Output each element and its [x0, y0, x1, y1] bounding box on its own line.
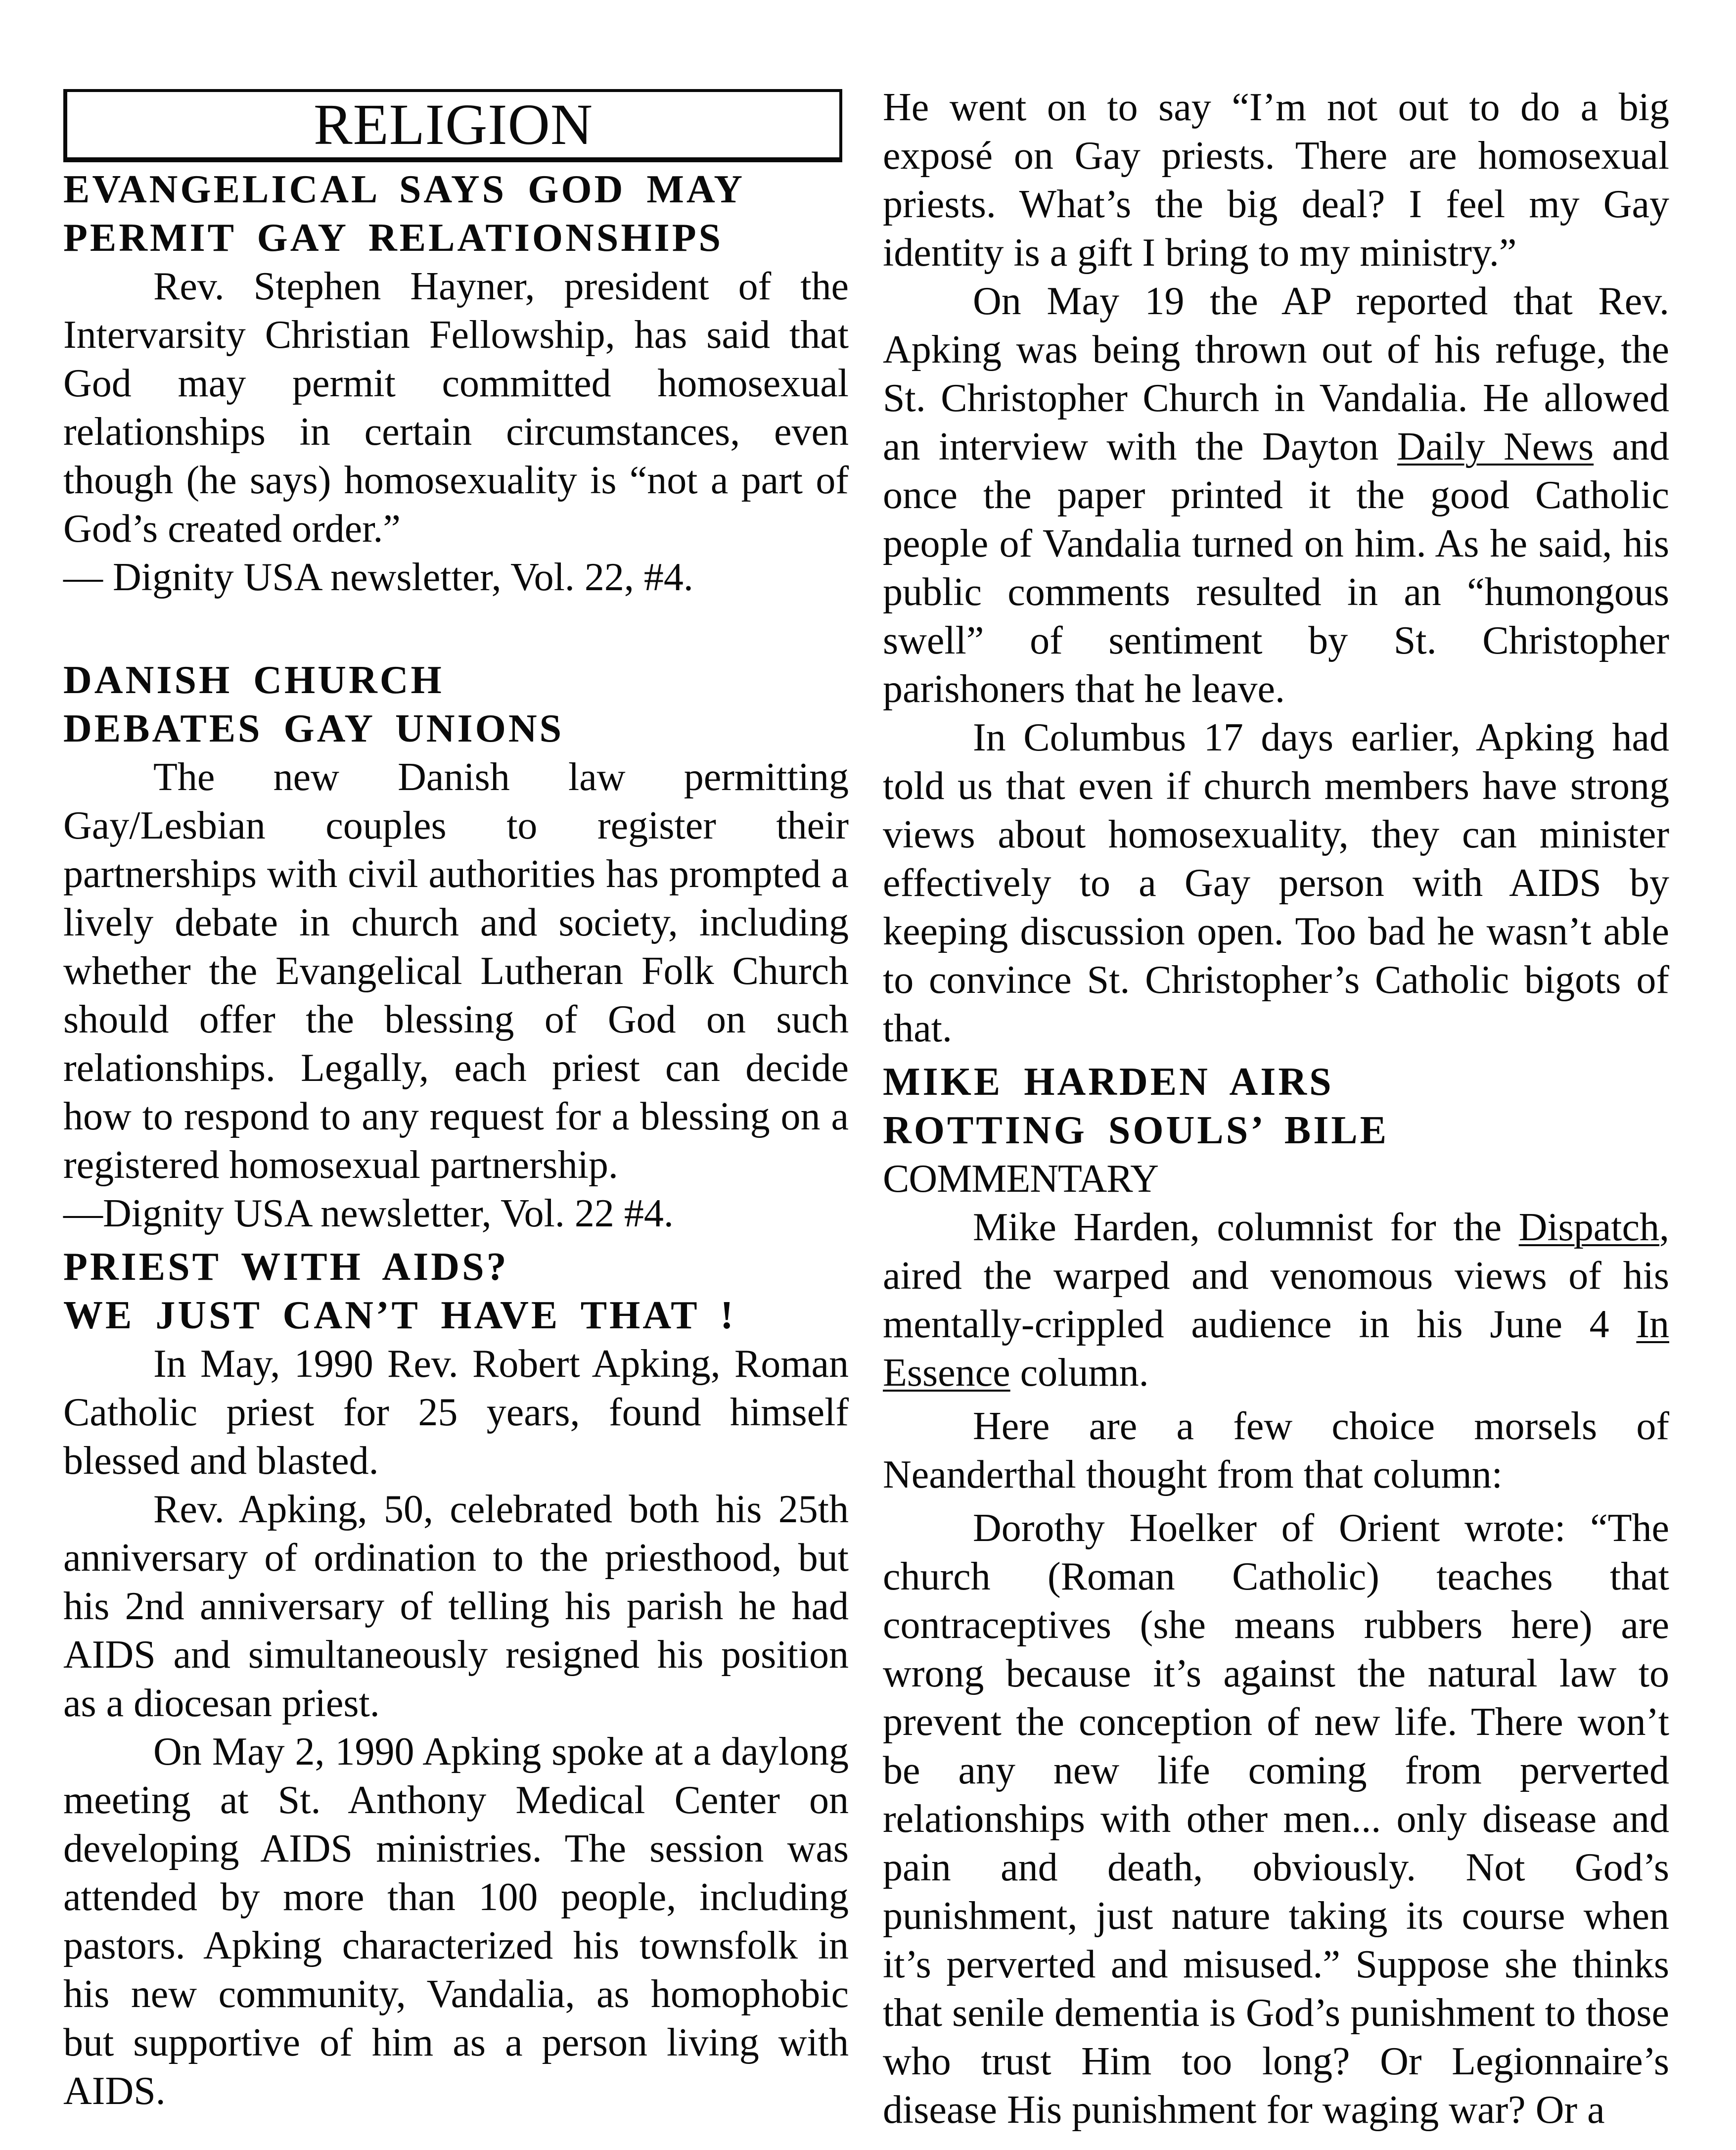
article-mike-harden — [883, 1058, 1669, 2134]
text-run: , aired the warped and venomous views of his mentally-crippled audience in his June 4 — [883, 1206, 1669, 1346]
article-evangelical — [63, 165, 849, 602]
article-source: —Dignity USA newsletter, Vol. 22 #4. — [63, 1192, 674, 1235]
headline-line: PRIEST WITH AIDS? — [63, 1245, 509, 1289]
left-column — [63, 89, 849, 2115]
article-priest-with-aids — [63, 1243, 849, 2115]
article-priest-with-aids-continued — [883, 83, 1669, 1053]
article-danish-church — [63, 656, 849, 1238]
section-header-box — [63, 89, 842, 162]
headline-line: MIKE HARDEN AIRS — [883, 1060, 1334, 1104]
article-paragraph: In May, 1990 Rev. Robert Apking, Roman Catholic priest for 25 years, found himself blessed and blasted. — [63, 1342, 849, 1483]
right-column — [883, 83, 1669, 2134]
article-source: — Dignity USA newsletter, Vol. 22, #4. — [63, 556, 693, 599]
headline-line: DEBATES GAY UNIONS — [63, 707, 564, 750]
article-paragraph: Rev. Apking, 50, celebrated both his 25th anniversary of ordination to the priesthood, but his 2nd anniversary of telling his parish he had AIDS and simultaneously resigned his position as a diocesan priest. — [63, 1488, 849, 1725]
text-run: On May 19 the AP reported that Rev. Apking was being thrown out of his refuge, the St. Christopher Church in Vandalia. He allowed an interview with the Dayton — [883, 280, 1669, 468]
article-paragraph: In Columbus 17 days earlier, Apking had told us that even if church members have strong views about homosexuality, they can minister effectively to a Gay person with AIDS by keeping discussion open. Too bad he wasn’t able to convince St. Christopher’s Catholic bigots of that. — [883, 716, 1669, 1050]
text-run: Mike Harden, columnist for the — [973, 1206, 1519, 1249]
headline-line: EVANGELICAL SAYS GOD MAY — [63, 168, 745, 211]
column-name: In Essence — [883, 1303, 1669, 1395]
text-run: column. — [1010, 1351, 1149, 1395]
headline-line: ROTTING SOULS’ BILE — [883, 1109, 1389, 1152]
text-run: and once the paper printed it the good Catholic people of Vandalia turned on him. As he said, his public comments resulted in an “humongous swell” of sentiment by St. Christopher parishoners that he leave. — [883, 425, 1670, 711]
headline-line: WE JUST CAN’T HAVE THAT ! — [63, 1294, 736, 1337]
article-paragraph: Here are a few choice morsels of Neanderthal thought from that column: — [883, 1404, 1669, 1496]
article-paragraph: Dorothy Hoelker of Orient wrote: “The church (Roman Catholic) teaches that contraceptives (she means rubbers here) are wrong because it’s against the natural law to prevent the conception of new life. There won’t be any new life coming from perverted relationships with other men... only disease and pain and death, obviously. Not God’s punishment, just nature taking its course when it’s perverted and misused.” Suppose she thinks that senile dementia is God’s punishment to those who trust Him too long? Or Legionnaire’s disease His punishment for waging war? Or a — [883, 1506, 1669, 2132]
article-paragraph — [883, 1203, 1669, 1397]
article-paragraph: Rev. Stephen Hayner, president of the Intervarsity Christian Fellowship, has said that God may permit committed homosexual relationships in certain circumstances, even though (he says) homosexuality is “not a part of God’s created order.” — [63, 265, 849, 551]
article-paragraph: On May 2, 1990 Apking spoke at a daylong meeting at St. Anthony Medical Center on developing AIDS ministries. The session was attended by more than 100 people, including pastors. Apking characterized his townsfolk in his new community, Vandalia, as homophobic but supportive of him as a person living with AIDS. — [63, 1730, 849, 2113]
headline-line: DANISH CHURCH — [63, 658, 444, 702]
publication-name: Dispatch — [1518, 1206, 1659, 1249]
article-paragraph: He went on to say “I’m not out to do a big exposé on Gay priests. There are homosexual priests. What’s the big deal? I feel my Gay identity is a gift I bring to my ministry.” — [883, 86, 1669, 275]
article-paragraph — [883, 277, 1669, 713]
article-kicker: COMMENTARY — [883, 1157, 1158, 1201]
section-title: RELIGION — [313, 92, 594, 157]
publication-name: Daily News — [1397, 425, 1594, 468]
article-paragraph: The new Danish law permitting Gay/Lesbian couples to register their partnerships with civil authorities has prompted a lively debate in church and society, including whether the Evangelical Lutheran Folk Church should offer the blessing of God on such relationships. Legally, each priest can decide how to respond to any request for a blessing on a registered homosexual partnership. — [63, 755, 849, 1187]
headline-line: PERMIT GAY RELATIONSHIPS — [63, 216, 724, 260]
